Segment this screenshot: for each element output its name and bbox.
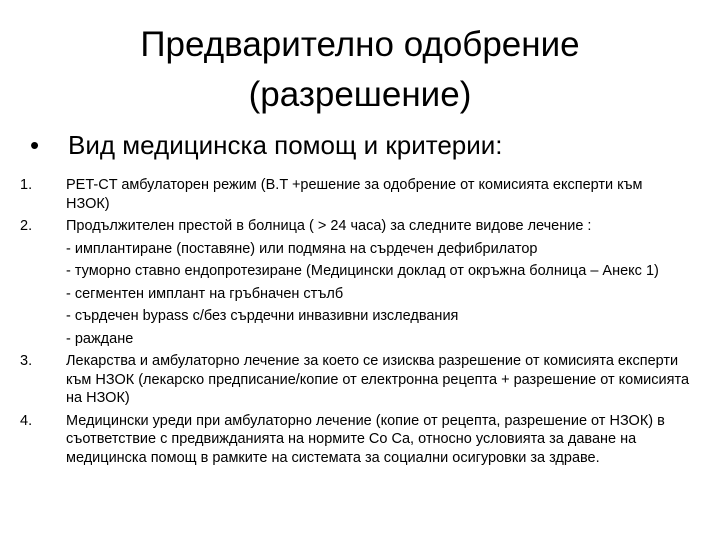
- list-item-1: [20, 176, 690, 213]
- item-text: Продължителен престой в болница ( > 24 часа) за следните видове лечение :: [66, 218, 592, 234]
- item-number: 1.: [20, 177, 33, 193]
- sub-item: - раждане: [66, 330, 134, 347]
- bullet-dot-icon: •: [30, 130, 40, 160]
- item-number: 4.: [20, 412, 33, 429]
- list-item-3: [20, 352, 690, 408]
- sub-item: - сърдечен bypass с/без сърдечни инвазивни изследвания: [66, 308, 459, 324]
- title-line-1: Предварително одобрение: [140, 25, 580, 64]
- item-number: 3.: [20, 353, 33, 369]
- list-item-2: [20, 217, 690, 348]
- item-number: 2.: [20, 218, 33, 234]
- title-line-2: (разрешение): [248, 75, 472, 114]
- slide-title: [40, 20, 680, 120]
- criteria-list: [20, 176, 690, 471]
- sub-item: - туморно ставно ендопротезиране (Медицински доклад от окръжна болница – Анекс 1): [66, 263, 659, 279]
- item-text: Лекарства и амбулаторно лечение за което се изисква разрешение от комисията експерти към НЗОК (лекарско предписание/копие от електронна рецепта + разрешение от комисията на НЗОК): [66, 353, 690, 406]
- sub-item: - сегментен имплант на гръбначен стълб: [66, 285, 344, 302]
- sub-item: - имплантиране (поставяне) или подмяна на сърдечен дефибрилатор: [66, 240, 538, 257]
- item-text: Медицински уреди при амбулаторно лечение (копие от рецепта, разрешение от НЗОК) в съответствие с предвижданията на нормите Co Ca, относно условията за даване на медицинска помощ в рамките на системата за социални осигуровки за здраве.: [66, 412, 665, 466]
- bullet-text: Вид медицинска помощ и критерии:: [68, 130, 503, 160]
- list-item-4: [20, 412, 690, 468]
- main-bullet: [30, 128, 690, 162]
- item-text: PET-CT амбулаторен режим (B.T +решение за одобрение от комисията експерти към НЗОК): [66, 177, 643, 212]
